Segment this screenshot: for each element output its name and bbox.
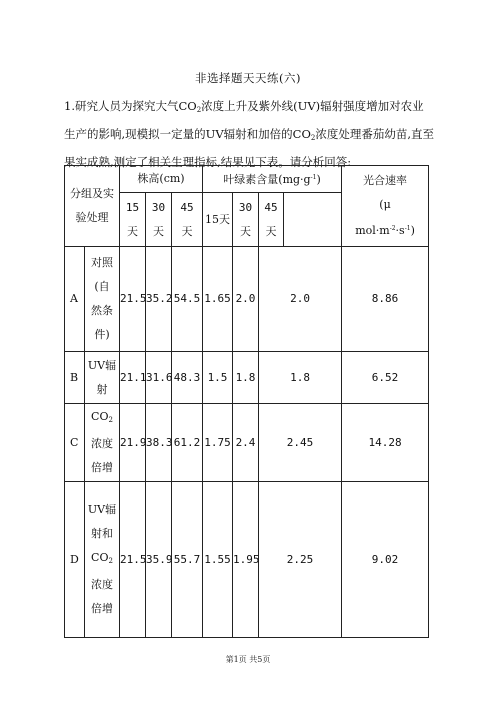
cell-h45: 54.5 [172, 247, 203, 352]
table-row [65, 247, 429, 352]
cell-rate: 14.28 [342, 404, 429, 482]
row-id: C [65, 404, 85, 482]
header-c15: 15天 [203, 193, 233, 247]
header-group: 分组及实验处理 [65, 166, 120, 247]
cell-h15: 21.5 [120, 482, 146, 638]
cell-h30: 35.9 [146, 482, 172, 638]
cell-h45: 61.2 [172, 404, 203, 482]
cell-c45: 2.0 [259, 247, 342, 352]
header-photosynthesis: 光合速率 (μ $mol\cdot m^{-2}\cdot s^{-1}$) [342, 166, 429, 247]
cell-h30: 35.2 [146, 247, 172, 352]
cell-h15: 21.5 [120, 247, 146, 352]
cell-h45: 55.7 [172, 482, 203, 638]
table-row [65, 404, 429, 482]
cell-h30: 31.6 [146, 352, 172, 404]
header-chlorophyll: 叶绿素含量$(mg\cdot g^{-1})$ [203, 166, 342, 193]
question-text: 1.研究人员为探究大气$CO_2$浓度上升及紫外线(UV)辐射强度增加对农业生产的影响,现模拟一定量的UV辐射和加倍的$CO_2$浓度处理番茄幼苗,直至果实成熟,测定了相关生理指标,结果见下表。请分析回答: [64, 99, 435, 169]
table-row [65, 352, 429, 404]
header-c45: 45 天 [259, 193, 284, 247]
cell-c30: 1.95 [233, 482, 259, 638]
header-height: 株高(cm) [120, 166, 203, 193]
header-h30: 30 天 [146, 193, 172, 247]
results-table [64, 165, 429, 638]
page-title: 非选择题天天练(六) [195, 71, 301, 85]
cell-h30: 38.3 [146, 404, 172, 482]
cell-rate: 9.02 [342, 482, 429, 638]
header-c-blank [284, 193, 342, 247]
cell-c30: 2.4 [233, 404, 259, 482]
header-h45: 45 天 [172, 193, 203, 247]
cell-c30: 2.0 [233, 247, 259, 352]
cell-c15: 1.75 [203, 404, 233, 482]
row-treatment: 对照(自然条件) [85, 247, 120, 352]
header-h15: 15 天 [120, 193, 146, 247]
cell-rate: 6.52 [342, 352, 429, 404]
row-treatment: UV辐射和$CO_2$ 浓度倍增 [85, 482, 120, 638]
cell-h45: 48.3 [172, 352, 203, 404]
cell-c45: 2.25 [259, 482, 342, 638]
cell-rate: 8.86 [342, 247, 429, 352]
header-c30: 30 天 [233, 193, 259, 247]
row-id: D [65, 482, 85, 638]
cell-c15: 1.65 [203, 247, 233, 352]
cell-h15: 21.1 [120, 352, 146, 404]
cell-c30: 1.8 [233, 352, 259, 404]
cell-h15: 21.9 [120, 404, 146, 482]
table-row [65, 482, 429, 638]
row-id: B [65, 352, 85, 404]
row-treatment: UV辐射 [85, 352, 120, 404]
cell-c45: 2.45 [259, 404, 342, 482]
cell-c15: 1.55 [203, 482, 233, 638]
page-footer: 第1页 共5页 [225, 655, 271, 664]
cell-c15: 1.5 [203, 352, 233, 404]
row-id: A [65, 247, 85, 352]
row-treatment: $CO_2$ 浓度倍增 [85, 404, 120, 482]
cell-c45: 1.8 [259, 352, 342, 404]
